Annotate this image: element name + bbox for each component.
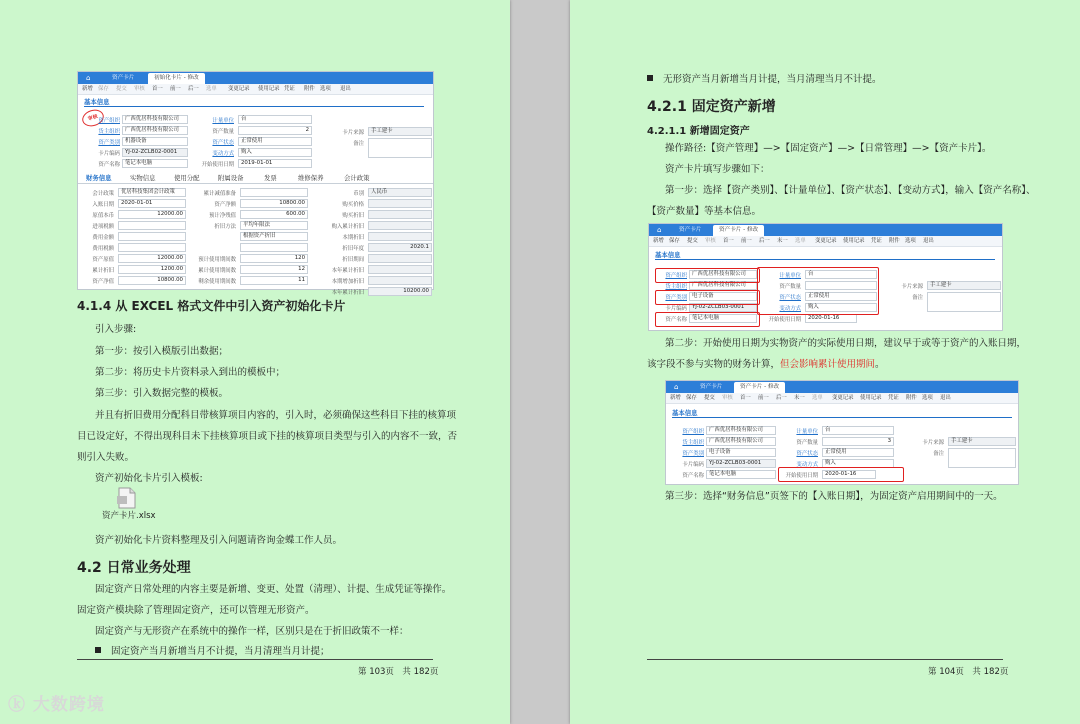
paragraph: 第二步：将历史卡片资料录入到出的模板中； <box>95 367 286 378</box>
remarks-field <box>927 292 1001 312</box>
field-value: 根据资产折旧 <box>240 232 308 241</box>
paragraph: 资产初始化卡片资料整理及引入问题请咨询金蝶工作人员。 <box>95 535 343 546</box>
toolbar-item: 首一 <box>723 238 734 244</box>
field-label: 货主组织 <box>98 129 120 135</box>
toolbar-item: 审核 <box>705 238 716 244</box>
field-value <box>240 243 308 252</box>
field-value: 手工建卡 <box>368 127 432 136</box>
field-value: 广西优居科技有限公司 <box>689 281 757 290</box>
field-value: 笔记本电脑 <box>689 314 757 323</box>
field-value: 正常使用 <box>822 448 894 457</box>
field-label: 货主组织 <box>665 284 687 290</box>
emphasis-text: 但会影响累计使用期间 <box>780 359 876 370</box>
field-label: 卡片来源 <box>922 440 944 446</box>
approved-stamp: 审核 <box>80 107 106 129</box>
bullet-text: 无形资产当月新增当月计提，当月清理当月不计提。 <box>663 74 882 85</box>
toolbar-item: 凭证 <box>871 238 882 244</box>
toolbar-item: 附件 <box>906 395 917 401</box>
field-label: 资产名称 <box>98 162 120 168</box>
field-label: 入账日期 <box>92 202 114 208</box>
highlight-box <box>757 267 879 315</box>
field-value: 广西优居科技有限公司 <box>122 126 188 135</box>
field-value: 台 <box>822 426 894 435</box>
screenshot-tab-active: 资产卡片 - 修改 <box>734 382 785 393</box>
toolbar-item: 选项 <box>905 238 916 244</box>
field-value: 电子设备 <box>706 448 776 457</box>
field-value: 电子设备 <box>689 292 757 301</box>
paragraph: 固定资产与无形资产在系统中的操作一样，区别只是在于折旧政策不一样： <box>95 626 409 637</box>
toolbar-item: 前一 <box>741 238 752 244</box>
field-value: 600.00 <box>240 210 308 219</box>
toolbar-item: 凭证 <box>888 395 899 401</box>
highlight-box <box>655 312 760 327</box>
field-label: 资产组织 <box>665 273 687 279</box>
field-value: 正常使用 <box>238 137 312 146</box>
tab-invoice: 发票 <box>264 174 277 182</box>
field-label: 会计政策 <box>92 191 114 197</box>
initial-card-screenshot <box>77 71 434 296</box>
paragraph: 资产卡片填写步骤如下： <box>665 164 770 175</box>
field-value <box>118 232 186 241</box>
field-label: 本年累计折旧 <box>331 268 364 274</box>
screenshot-tab-bar <box>78 72 433 84</box>
field-label: 卡片编码 <box>682 462 704 468</box>
section-title: 基本信息 <box>655 250 995 260</box>
field-label: 预计净残值 <box>209 213 236 219</box>
field-value: 2 <box>238 126 312 135</box>
field-value: 笔记本电脑 <box>122 159 188 168</box>
field-value: 优居科技集团会计政策 <box>118 188 186 197</box>
attachment-filename[interactable]: 资产卡片.xlsx <box>102 511 156 521</box>
field-label: 折旧期间 <box>342 257 364 263</box>
field-value: YJ-02-ZCLB03-0001 <box>706 459 776 468</box>
heading-4-2-1: 4.2.1 固定资产新增 <box>647 99 776 115</box>
field-label: 货主组织 <box>682 440 704 446</box>
screenshot-toolbar <box>649 236 1002 247</box>
toolbar-item: 提交 <box>116 86 127 92</box>
field-label: 资产组织 <box>682 429 704 435</box>
paragraph: 【资产数量】等基本信息。 <box>647 206 762 217</box>
field-label: 折旧方法 <box>214 224 236 230</box>
new-card-screenshot-1 <box>648 223 1003 331</box>
screenshot-tab-active: 初始化卡片 - 修改 <box>148 73 205 84</box>
toolbar-item: 选单 <box>795 238 806 244</box>
toolbar-item: 保存 <box>669 238 680 244</box>
toolbar-item: 新增 <box>653 238 664 244</box>
screenshot-tab: 资产卡片 <box>112 75 135 81</box>
toolbar-item: 末一 <box>777 238 788 244</box>
tab-attached: 附属设备 <box>218 174 244 182</box>
field-label: 剩余使用期间数 <box>198 279 236 285</box>
field-label: 变动方式 <box>779 306 801 312</box>
screenshot-tab-active: 资产卡片 - 修改 <box>713 225 764 236</box>
field-value: 10800.00 <box>118 276 186 285</box>
field-label: 资产类别 <box>682 451 704 457</box>
toolbar-item: 保存 <box>686 395 697 401</box>
toolbar-item: 退出 <box>940 395 951 401</box>
field-value: 12000.00 <box>118 210 186 219</box>
field-value: 手工建卡 <box>948 437 1016 446</box>
field-value: 12000.00 <box>118 254 186 263</box>
paragraph: 则引入失败。 <box>77 452 135 463</box>
field-value: 平均年限法 <box>240 221 308 230</box>
field-label: 开始使用日期 <box>201 162 234 168</box>
toolbar-item: 变更记录 <box>832 395 854 401</box>
section-title: 基本信息 <box>672 408 1012 418</box>
field-label: 资产类别 <box>98 140 120 146</box>
remarks-field <box>948 448 1016 468</box>
heading-4-1-4: 4.1.4 从 EXCEL 格式文件中引入资产初始化卡片 <box>77 299 346 313</box>
field-value: 广西优居科技有限公司 <box>122 115 188 124</box>
field-label: 资产净额 <box>214 202 236 208</box>
page-footer: 第 104页 共 182页 <box>928 667 1009 677</box>
screenshot-tab: 资产卡片 <box>679 227 702 233</box>
field-value: YJ-02-ZCLB02-0001 <box>122 148 188 157</box>
field-label: 备注 <box>353 141 364 147</box>
field-label: 资产组织 <box>98 118 120 124</box>
field-value: 12 <box>240 265 308 274</box>
field-label: 变动方式 <box>796 462 818 468</box>
toolbar-item: 选项 <box>922 395 933 401</box>
field-label: 资产原值 <box>92 257 114 263</box>
bullet-item <box>647 74 882 86</box>
toolbar-item: 首一 <box>152 86 163 92</box>
field-label: 本期增加折旧 <box>331 279 364 285</box>
field-value: 购入 <box>238 148 312 157</box>
toolbar-item: 选单 <box>812 395 823 401</box>
paragraph: 并且有折旧费用分配科目带核算项目内容的，引入时，必须确保这些科目下挂的核算项 <box>95 410 457 421</box>
field-label: 卡片来源 <box>901 284 923 290</box>
field-value: 2019-01-01 <box>238 159 312 168</box>
toolbar-item: 新增 <box>670 395 681 401</box>
field-label: 卡片编码 <box>665 306 687 312</box>
field-label: 资产数量 <box>796 440 818 446</box>
toolbar-item: 使用记录 <box>843 238 865 244</box>
text-run: 。 <box>875 359 885 370</box>
paragraph: 第三步：选择“财务信息”页签下的【入账日期】，为固定资产启用期间中的一天。 <box>665 491 1003 502</box>
paragraph: 第三步：引入数据完整的模板。 <box>95 388 229 399</box>
tab-physical: 实物信息 <box>130 174 156 182</box>
field-value <box>368 276 432 285</box>
field-value: 10800.00 <box>240 199 308 208</box>
toolbar-item: 附件 <box>889 238 900 244</box>
field-label: 计量单位 <box>779 273 801 279</box>
section-title: 基本信息 <box>84 97 424 107</box>
paragraph: 固定资产日常处理的内容主要是新增、变更、处置（清理）、计提、生成凭证等操作。 <box>95 584 452 595</box>
field-value: 正常使用 <box>805 292 877 301</box>
tab-accounting-policy: 会计政策 <box>344 174 370 182</box>
toolbar-item: 使用记录 <box>258 86 280 92</box>
document-page-104 <box>570 0 1080 724</box>
toolbar-item: 退出 <box>340 86 351 92</box>
field-label: 变动方式 <box>212 151 234 157</box>
field-label: 费用金额 <box>92 235 114 241</box>
screenshot-tab-bar <box>666 381 1018 393</box>
field-value: 2020-01-16 <box>822 470 876 479</box>
bullet-item <box>95 646 330 658</box>
screenshot-tab-bar <box>649 224 1002 236</box>
field-value: 广西优居科技有限公司 <box>706 437 776 446</box>
field-value: 台 <box>805 270 877 279</box>
field-value: 3 <box>822 437 894 446</box>
highlight-box <box>655 268 760 283</box>
field-label: 资产净值 <box>92 279 114 285</box>
field-label: 资产名称 <box>682 473 704 479</box>
toolbar-item: 末一 <box>794 395 805 401</box>
toolbar-item: 使用记录 <box>860 395 882 401</box>
field-value: 11 <box>240 276 308 285</box>
field-label: 进项税额 <box>92 224 114 230</box>
field-value: 120 <box>240 254 308 263</box>
screenshot-toolbar <box>78 84 433 95</box>
field-value <box>368 221 432 230</box>
toolbar-item: 首一 <box>740 395 751 401</box>
watermark-logo-icon: ⓚ <box>8 695 26 715</box>
field-label: 折旧年度 <box>342 246 364 252</box>
field-label: 资产状态 <box>779 295 801 301</box>
field-label: 资产数量 <box>212 129 234 135</box>
field-label: 资产名称 <box>665 317 687 323</box>
bullet-icon <box>95 647 101 653</box>
field-label: 本期折旧 <box>342 235 364 241</box>
field-value <box>118 221 186 230</box>
home-icon: ⌂ <box>86 74 91 82</box>
toolbar-item: 变更记录 <box>815 238 837 244</box>
watermark-text: 大数跨境 <box>32 695 105 715</box>
detail-tabs <box>78 173 433 184</box>
field-label: 费用税额 <box>92 246 114 252</box>
field-value: 笔记本电脑 <box>706 470 776 479</box>
toolbar-item: 前一 <box>170 86 181 92</box>
field-value: 购入 <box>805 303 877 312</box>
field-label: 计量单位 <box>212 118 234 124</box>
toolbar-item: 审核 <box>722 395 733 401</box>
field-label: 资产类别 <box>665 295 687 301</box>
toolbar-item: 选项 <box>320 86 331 92</box>
toolbar-item: 审核 <box>134 86 145 92</box>
tab-finance: 财务信息 <box>86 174 112 182</box>
bullet-icon <box>647 75 653 81</box>
tab-allocation: 使用分配 <box>174 174 200 182</box>
field-label: 累计减值准备 <box>203 191 236 197</box>
field-label: 累计使用期间数 <box>198 268 236 274</box>
field-label: 资产数量 <box>779 284 801 290</box>
home-icon: ⌂ <box>657 226 662 234</box>
field-value <box>368 210 432 219</box>
field-label: 购买价格 <box>342 202 364 208</box>
toolbar-item: 后一 <box>776 395 787 401</box>
text-run: 该字段不参与实物的财务计算， <box>647 359 781 370</box>
field-label: 资产状态 <box>796 451 818 457</box>
home-icon: ⌂ <box>674 383 679 391</box>
heading-4-2: 4.2 日常业务处理 <box>77 560 191 576</box>
toolbar-item: 退出 <box>923 238 934 244</box>
field-label: 备注 <box>933 451 944 457</box>
toolbar-item: 选单 <box>206 86 217 92</box>
field-label: 开始使用日期 <box>768 317 801 323</box>
paragraph: 资产初始化卡片引入模板: <box>95 473 203 484</box>
field-label: 累计折旧 <box>92 268 114 274</box>
field-label: 本年累计折旧 <box>331 290 364 296</box>
page-footer: 第 103页 共 182页 <box>358 667 439 677</box>
field-value: 2020-01-01 <box>118 199 186 208</box>
paragraph: 操作路径:【资产管理】—>【固定资产】—>【日常管理】—>【资产卡片】。 <box>665 143 992 154</box>
field-value: 机器设备 <box>122 137 188 146</box>
toolbar-item: 新增 <box>82 86 93 92</box>
footer-rule <box>647 659 1003 660</box>
field-label: 计量单位 <box>796 429 818 435</box>
toolbar-item: 变更记录 <box>228 86 250 92</box>
toolbar-item: 提交 <box>687 238 698 244</box>
field-value: 购入 <box>822 459 894 468</box>
field-label: 卡片来源 <box>342 130 364 136</box>
paragraph: 第一步：选择【资产类别】、【计量单位】、【资产状态】、【变动方式】，输入【资产名称】、 <box>665 185 1036 196</box>
field-value <box>118 243 186 252</box>
tab-maintenance: 维修保养 <box>298 174 324 182</box>
field-value <box>368 265 432 274</box>
new-card-screenshot-2 <box>665 380 1019 485</box>
highlight-box <box>778 467 904 482</box>
field-label: 备注 <box>912 295 923 301</box>
field-value: 台 <box>238 115 312 124</box>
field-label: 购入累计折旧 <box>331 224 364 230</box>
field-label: 预计使用期间数 <box>198 257 236 263</box>
document-page-103 <box>0 0 510 724</box>
toolbar-item: 凭证 <box>284 86 295 92</box>
screenshot-tab: 资产卡片 <box>700 384 723 390</box>
toolbar-item: 提交 <box>704 395 715 401</box>
field-value: 2020-01-16 <box>805 314 857 323</box>
paragraph: 引入步骤: <box>95 324 137 335</box>
remarks-field <box>368 138 432 158</box>
field-label: 资产状态 <box>212 140 234 146</box>
toolbar-item: 保存 <box>98 86 109 92</box>
paragraph: 目已设定好，不得出现科目未下挂核算项目或下挂的核算项目类型与引入的内容不一致，否 <box>77 431 458 442</box>
field-label: 购买折旧 <box>342 213 364 219</box>
heading-4-2-1-1: 4.2.1.1 新增固定资产 <box>647 126 750 137</box>
field-value: 手工建卡 <box>927 281 1001 290</box>
field-value <box>368 199 432 208</box>
excel-file-icon[interactable] <box>116 486 138 510</box>
highlight-box <box>655 290 760 305</box>
paragraph: 第二步：开始使用日期为实物资产的实际使用日期，建议早于或等于资产的入账日期， <box>665 338 1027 349</box>
paragraph <box>647 359 885 371</box>
field-value <box>240 188 308 197</box>
field-value: 人民币 <box>368 188 432 197</box>
screenshot-toolbar <box>666 393 1018 404</box>
toolbar-item: 前一 <box>758 395 769 401</box>
toolbar-item: 附件 <box>304 86 315 92</box>
field-value: 10200.00 <box>368 287 432 296</box>
watermark <box>8 690 105 715</box>
paragraph: 固定资产模块除了管理固定资产，还可以管理无形资产。 <box>77 605 315 616</box>
footer-rule <box>77 659 433 660</box>
field-value: 2020.1 <box>368 243 432 252</box>
field-value: YJ-02-ZCLB03-0001 <box>689 303 757 312</box>
bullet-text: 固定资产当月新增当月不计提，当月清理当月计提； <box>111 646 330 657</box>
field-value <box>368 232 432 241</box>
field-label: 开始使用日期 <box>785 473 818 479</box>
field-value: 1200.00 <box>118 265 186 274</box>
field-label: 币别 <box>353 191 364 197</box>
field-label: 卡片编码 <box>98 151 120 157</box>
paragraph: 第一步：按引入模版引出数据； <box>95 346 229 357</box>
field-value: 广西优居科技有限公司 <box>706 426 776 435</box>
toolbar-item: 后一 <box>188 86 199 92</box>
field-value <box>368 254 432 263</box>
field-value: 广西优居科技有限公司 <box>689 270 757 279</box>
field-label: 原值本币 <box>92 213 114 219</box>
toolbar-item: 后一 <box>759 238 770 244</box>
